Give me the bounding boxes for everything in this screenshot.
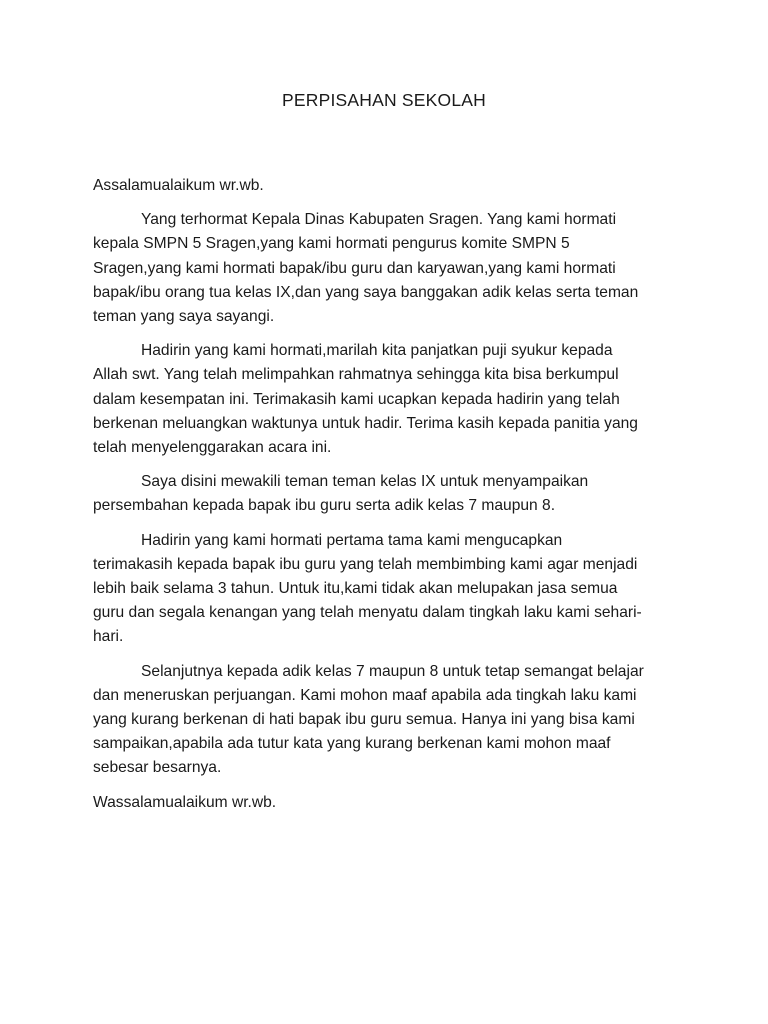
paragraph-line: Yang terhormat Kepala Dinas Kabupaten Sragen. Yang kami hormati [141, 211, 617, 229]
document-title: PERPISAHAN SEKOLAH [282, 90, 486, 110]
paragraph-4 [93, 529, 681, 650]
closing-greeting: Wassalamualaikum wr.wb. [93, 793, 277, 811]
opening-greeting: Assalamualaikum wr.wb. [93, 177, 264, 194]
paragraph-line: lebih baik selama 3 tahun. Untuk itu,kami tidak akan melupakan jasa semua [93, 580, 618, 598]
paragraph-line: sampaikan,apabila ada tutur kata yang kurang berkenan kami mohon maaf [93, 735, 611, 753]
paragraph-line: Saya disini mewakili teman teman kelas IX untuk menyampaikan [141, 473, 589, 491]
paragraph-line: terimakasih kepada bapak ibu guru yang telah membimbing kami agar menjadi [93, 555, 638, 573]
paragraph-5 [93, 660, 681, 781]
paragraph-line: Hadirin yang kami hormati pertama tama kami mengucapkan [141, 531, 563, 549]
paragraph-1 [93, 208, 681, 329]
document-body [93, 174, 681, 825]
paragraph-line: hari. [93, 628, 124, 646]
paragraph-line: dan meneruskan perjuangan. Kami mohon maaf apabila ada tingkah laku kami [93, 686, 637, 704]
paragraph-line: bapak/ibu orang tua kelas IX,dan yang saya banggakan adik kelas serta teman [93, 283, 639, 301]
paragraph-line: Sragen,yang kami hormati bapak/ibu guru dan karyawan,yang kami hormati [93, 259, 616, 277]
paragraph-line: sebesar besarnya. [93, 759, 222, 777]
paragraph-line: Allah swt. Yang telah melimpahkan rahmatnya sehingga kita bisa berkumpul [93, 366, 619, 384]
paragraph-line: telah menyelenggarakan acara ini. [93, 439, 332, 457]
paragraph-line: yang kurang berkenan di hati bapak ibu guru semua. Hanya ini yang bisa kami [93, 711, 635, 729]
paragraph-line: Hadirin yang kami hormati,marilah kita panjatkan puji syukur kepada [141, 342, 613, 360]
paragraph-2 [93, 339, 681, 460]
paragraph-line: kepala SMPN 5 Sragen,yang kami hormati pengurus komite SMPN 5 [93, 235, 570, 253]
paragraph-line: berkenan meluangkan waktunya untuk hadir. Terima kasih kepada panitia yang [93, 414, 638, 432]
paragraph-3 [93, 470, 681, 518]
paragraph-line: teman yang saya sayangi. [93, 308, 275, 326]
paragraph-line: persembahan kepada bapak ibu guru serta adik kelas 7 maupun 8. [93, 497, 556, 515]
paragraph-line: dalam kesempatan ini. Terimakasih kami ucapkan kepada hadirin yang telah [93, 390, 620, 408]
paragraph-line: Selanjutnya kepada adik kelas 7 maupun 8 untuk tetap semangat belajar [141, 662, 644, 680]
paragraph-line: guru dan segala kenangan yang telah menyatu dalam tingkah laku kami sehari- [93, 604, 642, 622]
